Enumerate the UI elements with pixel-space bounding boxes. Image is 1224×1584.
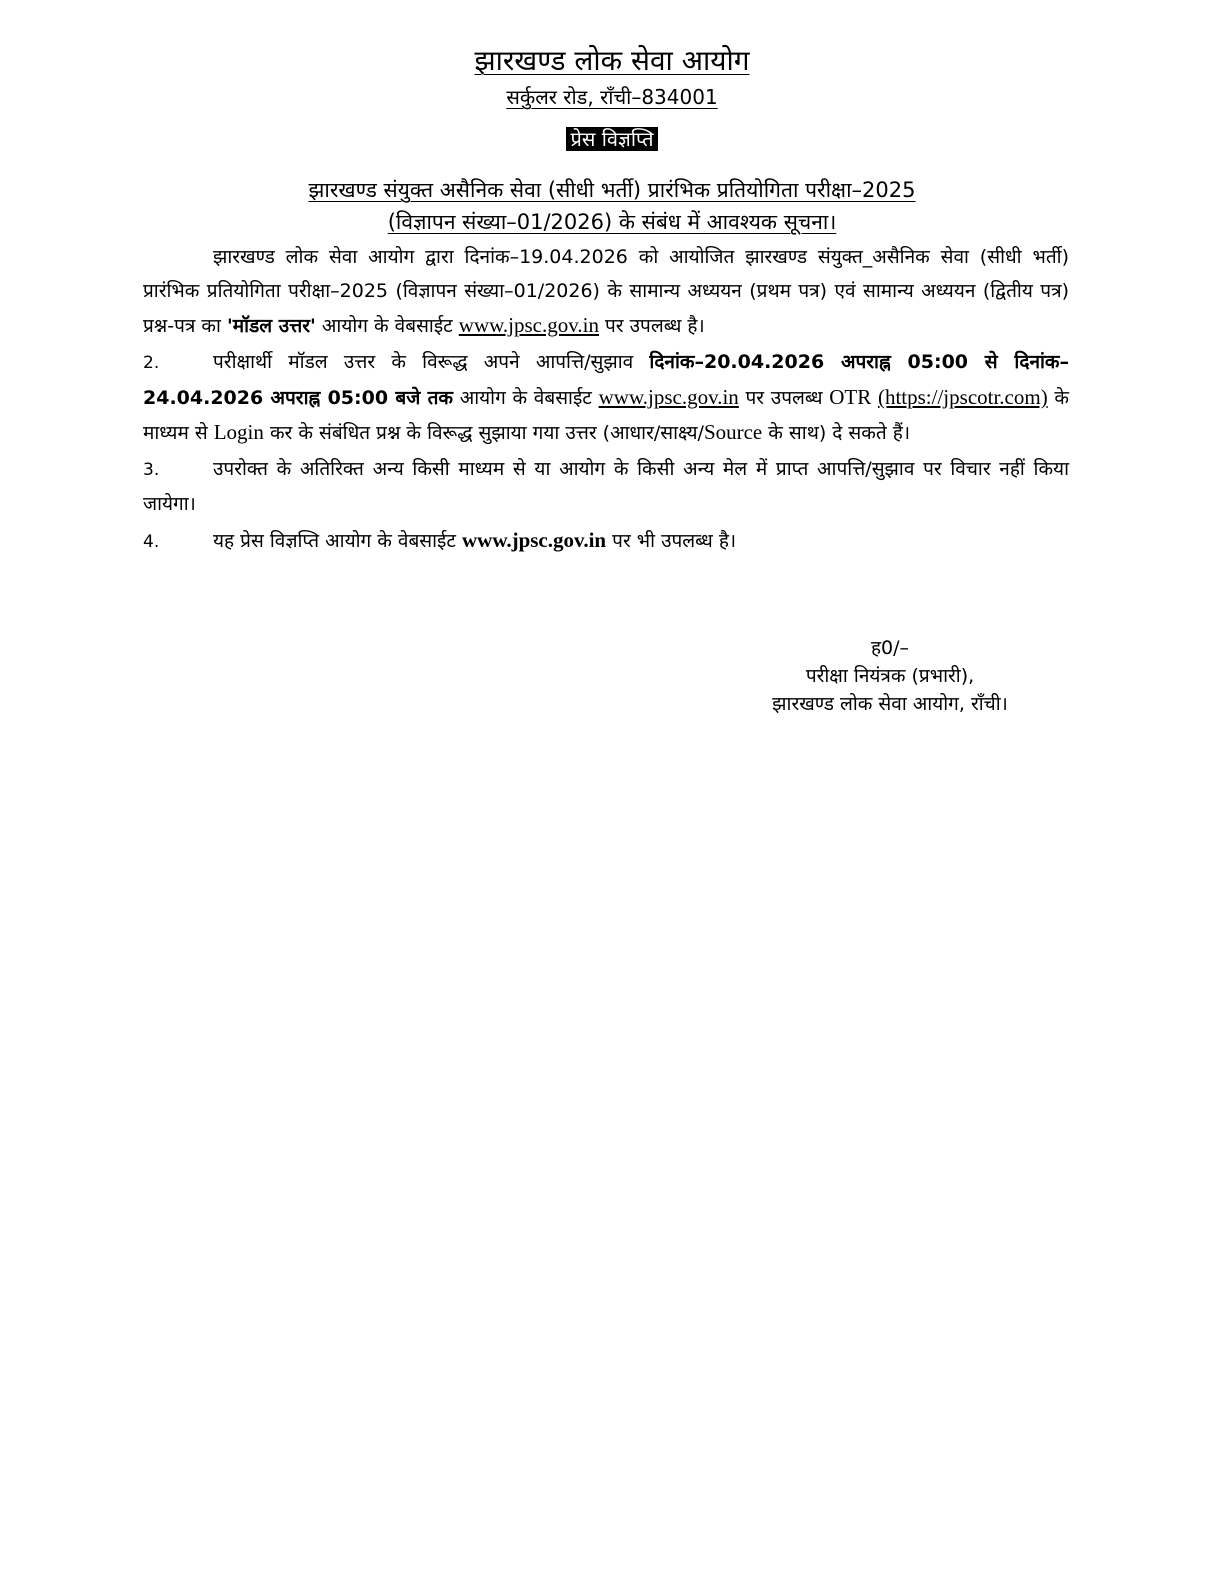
press-release-text: प्रेस विज्ञप्ति — [566, 127, 657, 151]
paragraph-2 — [143, 345, 1069, 450]
p2-text-c: पर उपलब्ध — [738, 387, 830, 409]
paragraph-4 — [143, 523, 1069, 559]
jpsc-website-bold[interactable]: www.jpsc.gov.in — [462, 528, 607, 552]
p2-text-b: आयोग के वेबसाईट — [453, 387, 599, 409]
p4-text-b: पर भी उपलब्ध है। — [606, 530, 737, 552]
jpsc-website-link[interactable]: www.jpsc.gov.in — [598, 385, 739, 409]
p2-text-f: के साथ) दे सकते हैं। — [762, 422, 911, 444]
organization-address — [0, 84, 1224, 110]
address-text: सर्कुलर रोड, राँची–834001 — [506, 85, 718, 109]
notice-body — [143, 240, 1069, 561]
paragraph-1 — [143, 240, 1069, 343]
signature-block — [700, 634, 1080, 718]
model-answer-bold: 'मॉडल उत्तर' — [226, 315, 316, 337]
notice-title — [0, 174, 1224, 238]
p2-text: परीक्षार्थी मॉडल उत्तर के विरूद्ध अपने आपत्ति/सुझाव — [213, 351, 650, 373]
signatory-organization: झारखण्ड लोक सेवा आयोग, राँची। — [772, 693, 1008, 715]
source-text: Source — [703, 420, 763, 444]
p1-text: झारखण्ड लोक सेवा आयोग द्वारा दिनांक–19.04.2026 को आयोजित झारखण्ड संयुक्त_असैनिक सेवा (सीधी भर्ती) प्रारंभिक प्रतियोगिता परीक्षा–2025 (विज्ञापन संख्या–01/2026) के सामान्य अध्ययन (प्रथम पत्र) एवं सामान्य अध्ययन (द्वितीय पत्र) प्रश्न-पत्र का — [143, 246, 1069, 337]
paragraph-number: 3. — [143, 460, 160, 480]
organization-name-text: झारखण्ड लोक सेवा आयोग — [474, 44, 750, 77]
p1-text-c: पर उपलब्ध है। — [598, 315, 705, 337]
p4-text: यह प्रेस विज्ञप्ति आयोग के वेबसाईट — [213, 530, 462, 552]
p3-text: उपरोक्त के अतिरिक्त अन्य किसी माध्यम से या आयोग के किसी अन्य मेल में प्राप्त आपत्ति/सुझाव पर विचार नहीं किया जायेगा। — [143, 458, 1069, 515]
p1-text-b: आयोग के वेबसाईट — [315, 315, 459, 337]
paragraph-number: 4. — [143, 532, 160, 552]
jpsc-otr-link[interactable]: (https://jpscotr.com) — [877, 385, 1048, 409]
objection-window-dates: दिनांक–20.04.2026 अपराह्न 05:00 से दिनांक–24.04.2026 अपराह्न 05:00 बजे तक — [143, 351, 1069, 409]
paragraph-number: 2. — [143, 353, 160, 373]
paragraph-3 — [143, 452, 1069, 521]
login-text: Login — [213, 420, 264, 444]
p2-text-e: कर के संबंधित प्रश्न के विरूद्ध सुझाया गया उत्तर (आधार/साक्ष्य/ — [263, 422, 704, 444]
title-line-2: (विज्ञापन संख्या–01/2026) के संबंध में आवश्यक सूचना। — [387, 210, 837, 234]
otr-text: OTR — [829, 385, 872, 409]
title-line-1: झारखण्ड संयुक्त असैनिक सेवा (सीधी भर्ती) प्रारंभिक प्रतियोगिता परीक्षा–2025 — [308, 178, 916, 202]
p2-text-d: के माध्यम से — [143, 387, 1070, 444]
press-release-label — [0, 125, 1224, 153]
signature-mark: ह0/– — [870, 637, 910, 659]
jpsc-website-link[interactable]: www.jpsc.gov.in — [458, 313, 599, 337]
organization-name — [0, 44, 1224, 78]
signatory-designation: परीक्षा नियंत्रक (प्रभारी), — [805, 665, 975, 687]
